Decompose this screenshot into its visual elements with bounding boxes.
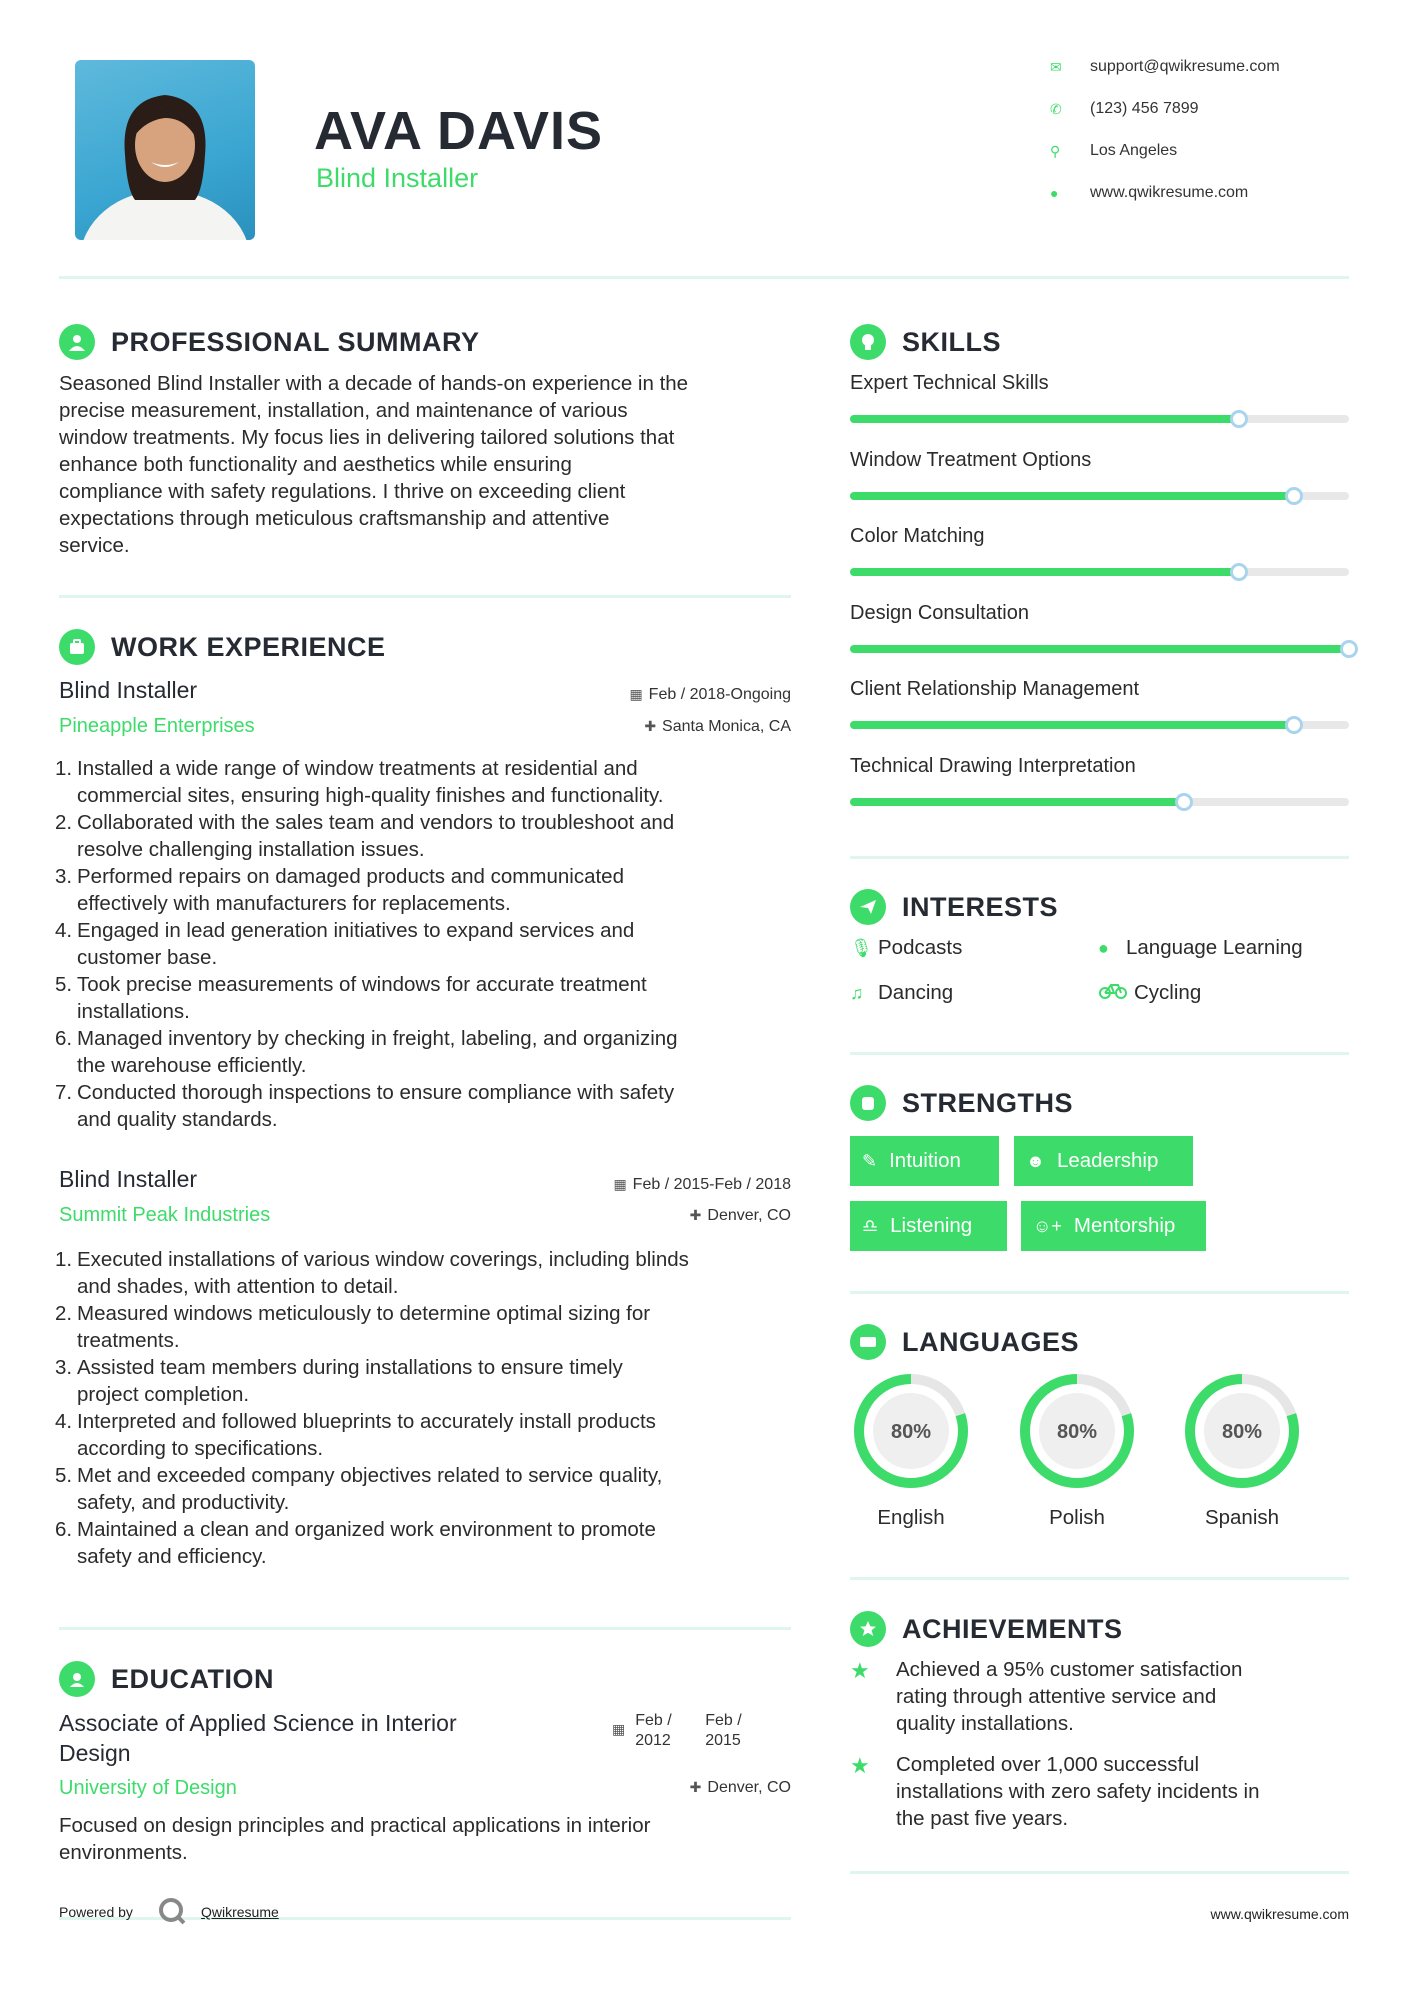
job-title: Blind Installer [59, 677, 198, 703]
language-gauge [850, 1370, 972, 1497]
paper-plane-icon [850, 889, 886, 925]
list-item: 5. Took precise measurements of windows for accurate treatment installations. [55, 973, 647, 1023]
list-item: 2. Collaborated with the sales team and vendors to troubleshoot and resolve challenging installation issues. [55, 811, 675, 861]
lightbulb-icon [850, 324, 886, 360]
achievements-heading: ACHIEVEMENTS [902, 1614, 1123, 1644]
list-item: 1. Installed a wide range of window treatments at residential and commercial sites, ensuring high-quality finishes and functionality. [55, 757, 664, 807]
achievements-divider [850, 1871, 1349, 1874]
star-icon: ★ [850, 1753, 870, 1778]
strength-chip: ☻ Leadership [1014, 1136, 1193, 1186]
list-item: 6. Managed inventory by checking in freight, labeling, and organizing the warehouse efficiently. [55, 1027, 678, 1077]
job-location: ✚ Santa Monica, CA [644, 718, 791, 735]
calendar-icon: ▦ [629, 686, 643, 702]
languages-heading: LANGUAGES [902, 1327, 1080, 1357]
skill-bar-knob [1285, 716, 1303, 734]
school-name: University of Design [59, 1777, 237, 1799]
powered-by-label: Powered by [59, 1904, 133, 1920]
job-date: ▦ Feb / 2018-Ongoing [629, 686, 791, 703]
skill-label: Technical Drawing Interpretation [850, 754, 1136, 777]
skill-label: Color Matching [850, 525, 985, 547]
calendar-icon: ▦ [612, 1721, 626, 1737]
language-percent: 80% [890, 1421, 932, 1443]
interest-item: ♫ Dancing [850, 981, 954, 1004]
skill-bar-fill [850, 415, 1239, 423]
skill-bar-knob [1175, 793, 1193, 811]
user-icon [59, 324, 95, 360]
phone-icon: ✆ [1050, 100, 1062, 117]
contact-email[interactable]: ✉ support@qwikresume.com [1050, 58, 1280, 75]
briefcase-icon [59, 629, 95, 665]
skill-bar [850, 568, 1349, 576]
star-icon: ★ [850, 1658, 870, 1683]
list-item: 7. Conducted thorough inspections to ensure compliance with safety and quality standards. [55, 1081, 675, 1131]
microphone-icon: 🎙 [850, 937, 873, 958]
pin-icon: ✚ [644, 718, 657, 734]
envelope-icon: ✉ [1050, 58, 1062, 75]
magic-wand-icon: ✎ [862, 1150, 878, 1171]
headphones-icon: ♎ [862, 1215, 879, 1236]
skill-bar-fill [850, 798, 1184, 806]
list-item: 5. Met and exceeded company objectives related to service quality, safety, and productivity. [55, 1464, 663, 1514]
fist-icon [850, 1085, 886, 1121]
language-gauge [1016, 1370, 1138, 1497]
education-location: ✚ Denver, CO [689, 1779, 791, 1796]
interest-item: ● Language Learning [1098, 936, 1303, 959]
job-title: Blind Installer [59, 1166, 198, 1192]
achievement-item: Completed over 1,000 successful installations with zero safety incidents in the past five years. [896, 1753, 1260, 1830]
list-item: 4. Interpreted and followed blueprints to accurately install products according to specifications. [55, 1410, 656, 1460]
skill-bar-knob [1230, 563, 1248, 581]
candidate-name: AVA DAVIS [314, 101, 604, 161]
job-date: ▦ Feb / 2015-Feb / 2018 [613, 1176, 791, 1193]
language-label: English [877, 1506, 945, 1529]
skill-bar [850, 721, 1349, 729]
contact-website[interactable]: ● www.qwikresume.com [1050, 184, 1249, 201]
education-date: ▦ Feb / 2012 Feb / 2015 [612, 1712, 742, 1749]
achievement-item: Achieved a 95% customer satisfaction rating through attentive service and quality installations. [896, 1658, 1243, 1735]
skill-bar [850, 492, 1349, 500]
skill-bar-fill [850, 645, 1349, 653]
language-percent: 80% [1221, 1421, 1263, 1443]
job-duties-list [55, 1246, 799, 1570]
list-item: 3. Assisted team members during installations to ensure timely project completion. [55, 1356, 623, 1406]
bicycle-icon [1098, 982, 1134, 1005]
strengths-divider [850, 1291, 1349, 1294]
skill-label: Expert Technical Skills [850, 372, 1049, 394]
skill-bar-knob [1340, 640, 1358, 658]
contact-location: ⚲ Los Angeles [1050, 142, 1178, 159]
list-item: 6. Maintained a clean and organized work environment to promote safety and efficiency. [55, 1518, 656, 1568]
job-duties-list [55, 755, 799, 1133]
globe-icon: ● [1050, 185, 1059, 201]
footer-website[interactable]: www.qwikresume.com [1210, 1906, 1349, 1922]
skill-bar [850, 798, 1349, 806]
job-location: ✚ Denver, CO [689, 1207, 791, 1224]
star-badge-icon [850, 1611, 886, 1647]
strength-chip: ✎ Intuition [850, 1136, 999, 1186]
language-label: Spanish [1204, 1506, 1280, 1529]
interests-heading: INTERESTS [902, 892, 1059, 922]
language-gauge [1181, 1370, 1303, 1497]
interests-divider [850, 1052, 1349, 1055]
list-item: 4. Engaged in lead generation initiatives to expand services and customer base. [55, 919, 635, 969]
company-name: Pineapple Enterprises [59, 715, 255, 737]
pin-icon: ✚ [689, 1207, 702, 1223]
qwikresume-link[interactable]: Qwikresume [201, 1904, 279, 1920]
list-item: 1. Executed installations of various window coverings, including blinds and shades, with attention to detail. [55, 1248, 689, 1298]
qwikresume-logo-icon [157, 1896, 187, 1926]
skill-label: Window Treatment Options [850, 448, 1092, 471]
summary-heading: PROFESSIONAL SUMMARY [111, 327, 480, 357]
skill-bar-knob [1230, 410, 1248, 428]
experience-divider [59, 1627, 791, 1630]
graduation-icon [59, 1661, 95, 1697]
languages-divider [850, 1577, 1349, 1580]
skill-label: Client Relationship Management [850, 678, 1140, 700]
header-divider [59, 276, 1349, 279]
list-item: 2. Measured windows meticulously to determine optimal sizing for treatments. [55, 1302, 651, 1352]
education-heading: EDUCATION [111, 1664, 274, 1694]
contact-phone[interactable]: ✆ (123) 456 7899 [1050, 100, 1199, 117]
user-plus-icon: ☺+ [1033, 1215, 1062, 1236]
summary-divider [59, 595, 791, 598]
language-icon [850, 1324, 886, 1360]
music-note-icon: ♫ [850, 982, 864, 1003]
skill-bar [850, 415, 1349, 423]
language-label: Polish [1049, 1506, 1105, 1529]
experience-heading: WORK EXPERIENCE [111, 632, 386, 662]
interest-item: 🎙 Podcasts [850, 936, 963, 959]
company-name: Summit Peak Industries [59, 1204, 271, 1226]
map-pin-icon: ⚲ [1050, 142, 1061, 159]
list-item: 3. Performed repairs on damaged products and communicated effectively with manufacturers for replacements. [55, 865, 624, 915]
education-description: Focused on design principles and practical applications in interior environments. [59, 1814, 651, 1864]
pin-icon: ✚ [689, 1779, 702, 1795]
strength-chip: ♎ Listening [850, 1201, 1007, 1251]
skill-bar-fill [850, 492, 1294, 500]
skill-bar-fill [850, 721, 1294, 729]
summary-text: Seasoned Blind Installer with a decade of hands-on experience in the precise measurement, installation, and maintenance of various window treatments. My focus lies in delivering tailored solutions that enhance both functionality and aesthetics while ensuring compliance with safety regulations. I thrive on exceeding client expectations through meticulous craftsmanship and attentive service. [59, 372, 689, 557]
calendar-icon: ▦ [613, 1176, 627, 1192]
skills-heading: SKILLS [902, 327, 1002, 357]
users-icon: ☻ [1026, 1150, 1045, 1171]
degree-title: Associate of Applied Science in Interior Design [59, 1710, 457, 1766]
interest-item: Cycling [1098, 981, 1201, 1005]
skill-bar [850, 645, 1349, 653]
skill-bar-fill [850, 568, 1239, 576]
skills-divider [850, 856, 1349, 859]
strength-chip: ☺+ Mentorship [1021, 1201, 1206, 1251]
language-percent: 80% [1056, 1421, 1098, 1443]
skill-label: Design Consultation [850, 601, 1029, 624]
skill-bar-knob [1285, 487, 1303, 505]
candidate-role: Blind Installer [316, 163, 479, 193]
strengths-heading: STRENGTHS [902, 1088, 1074, 1118]
profile-photo [75, 60, 255, 240]
globe-icon: ● [1098, 937, 1109, 958]
